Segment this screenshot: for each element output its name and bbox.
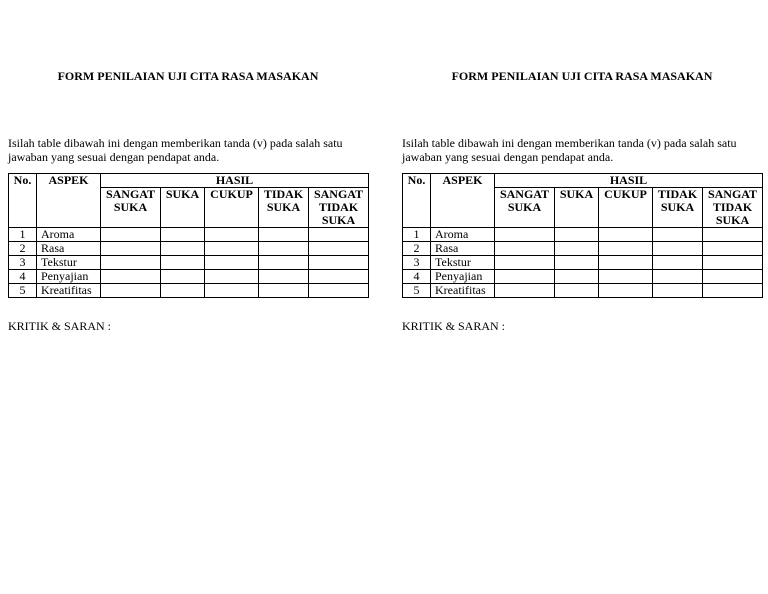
rating-cell-suka[interactable] <box>161 270 205 284</box>
col-sangat-tidak-suka-header: SANGAT TIDAK SUKA <box>703 188 763 228</box>
row-number: 3 <box>9 256 37 270</box>
row-aspek: Rasa <box>37 242 101 256</box>
col-aspek-header: ASPEK <box>431 174 495 228</box>
col-cukup-header: CUKUP <box>205 188 259 228</box>
rating-cell-sangat-tidak-suka[interactable] <box>703 270 763 284</box>
table-row <box>9 270 369 284</box>
rating-cell-cukup[interactable] <box>599 270 653 284</box>
row-aspek: Tekstur <box>431 256 495 270</box>
rating-cell-tidak-suka[interactable] <box>259 270 309 284</box>
row-aspek: Kreatifitas <box>37 284 101 298</box>
table-row <box>403 256 763 270</box>
row-number: 4 <box>9 270 37 284</box>
col-aspek-header: ASPEK <box>37 174 101 228</box>
rating-cell-tidak-suka[interactable] <box>259 256 309 270</box>
rating-cell-cukup[interactable] <box>599 242 653 256</box>
rating-cell-cukup[interactable] <box>205 228 259 242</box>
rating-cell-suka[interactable] <box>555 256 599 270</box>
rating-cell-cukup[interactable] <box>205 270 259 284</box>
col-no-header: No. <box>9 174 37 228</box>
rating-cell-sangat-suka[interactable] <box>495 270 555 284</box>
rating-cell-sangat-tidak-suka[interactable] <box>309 270 369 284</box>
table-row <box>9 228 369 242</box>
rating-cell-tidak-suka[interactable] <box>259 228 309 242</box>
col-sangat-suka-header: SANGAT SUKA <box>101 188 161 228</box>
rating-cell-cukup[interactable] <box>205 242 259 256</box>
col-tidak-suka-header: TIDAK SUKA <box>653 188 703 228</box>
row-number: 3 <box>403 256 431 270</box>
col-suka-header: SUKA <box>555 188 599 228</box>
rating-cell-tidak-suka[interactable] <box>653 284 703 298</box>
row-number: 2 <box>403 242 431 256</box>
form-instruction: Isilah table dibawah ini dengan memberikan tanda (v) pada salah satu jawaban yang sesuai dengan pendapat anda. <box>402 136 737 164</box>
row-aspek: Penyajian <box>37 270 101 284</box>
row-aspek: Aroma <box>37 228 101 242</box>
rating-cell-sangat-tidak-suka[interactable] <box>309 228 369 242</box>
col-sangat-suka-header: SANGAT SUKA <box>495 188 555 228</box>
rating-cell-sangat-tidak-suka[interactable] <box>309 242 369 256</box>
rating-cell-sangat-suka[interactable] <box>495 284 555 298</box>
rating-cell-suka[interactable] <box>161 242 205 256</box>
rating-cell-sangat-suka[interactable] <box>495 242 555 256</box>
rating-cell-sangat-suka[interactable] <box>101 242 161 256</box>
rating-cell-sangat-suka[interactable] <box>101 256 161 270</box>
table-row <box>403 284 763 298</box>
rating-cell-cukup[interactable] <box>599 256 653 270</box>
rating-cell-sangat-suka[interactable] <box>101 284 161 298</box>
rating-cell-sangat-suka[interactable] <box>101 228 161 242</box>
col-tidak-suka-header: TIDAK SUKA <box>259 188 309 228</box>
assessment-table <box>8 173 369 298</box>
rating-cell-suka[interactable] <box>555 284 599 298</box>
header-row <box>9 174 369 188</box>
col-hasil-header: HASIL <box>101 174 369 188</box>
col-sangat-tidak-suka-header: SANGAT TIDAK SUKA <box>309 188 369 228</box>
row-number: 4 <box>403 270 431 284</box>
header-row <box>403 174 763 188</box>
rating-cell-tidak-suka[interactable] <box>653 270 703 284</box>
row-aspek: Rasa <box>431 242 495 256</box>
rating-cell-suka[interactable] <box>555 242 599 256</box>
rating-cell-sangat-tidak-suka[interactable] <box>309 284 369 298</box>
rating-cell-suka[interactable] <box>555 228 599 242</box>
rating-cell-cukup[interactable] <box>599 228 653 242</box>
rating-cell-tidak-suka[interactable] <box>653 256 703 270</box>
assessment-table <box>402 173 763 298</box>
col-hasil-header: HASIL <box>495 174 763 188</box>
rating-cell-sangat-tidak-suka[interactable] <box>703 242 763 256</box>
table-row <box>9 242 369 256</box>
rating-cell-tidak-suka[interactable] <box>653 242 703 256</box>
kritik-saran-label: KRITIK & SARAN : <box>8 319 112 333</box>
rating-cell-sangat-suka[interactable] <box>495 228 555 242</box>
table-row <box>403 270 763 284</box>
rating-cell-tidak-suka[interactable] <box>259 284 309 298</box>
rating-cell-sangat-tidak-suka[interactable] <box>703 284 763 298</box>
table-row <box>403 228 763 242</box>
form-title: FORM PENILAIAN UJI CITA RASA MASAKAN <box>57 69 319 83</box>
rating-cell-cukup[interactable] <box>599 284 653 298</box>
rating-cell-tidak-suka[interactable] <box>653 228 703 242</box>
rating-cell-sangat-suka[interactable] <box>495 256 555 270</box>
rating-cell-sangat-suka[interactable] <box>101 270 161 284</box>
row-number: 5 <box>403 284 431 298</box>
row-aspek: Kreatifitas <box>431 284 495 298</box>
row-aspek: Tekstur <box>37 256 101 270</box>
col-cukup-header: CUKUP <box>599 188 653 228</box>
table-row <box>9 284 369 298</box>
row-number: 1 <box>9 228 37 242</box>
col-suka-header: SUKA <box>161 188 205 228</box>
rating-cell-tidak-suka[interactable] <box>259 242 309 256</box>
row-number: 1 <box>403 228 431 242</box>
rating-cell-suka[interactable] <box>161 284 205 298</box>
row-number: 5 <box>9 284 37 298</box>
row-number: 2 <box>9 242 37 256</box>
rating-cell-suka[interactable] <box>555 270 599 284</box>
table-row <box>403 242 763 256</box>
rating-cell-suka[interactable] <box>161 256 205 270</box>
rating-cell-sangat-tidak-suka[interactable] <box>703 256 763 270</box>
col-no-header: No. <box>403 174 431 228</box>
rating-cell-sangat-tidak-suka[interactable] <box>703 228 763 242</box>
form-instruction: Isilah table dibawah ini dengan memberikan tanda (v) pada salah satu jawaban yang sesuai dengan pendapat anda. <box>8 136 343 164</box>
kritik-saran-label: KRITIK & SARAN : <box>402 319 506 333</box>
table-row <box>9 256 369 270</box>
rating-cell-suka[interactable] <box>161 228 205 242</box>
row-aspek: Penyajian <box>431 270 495 284</box>
rating-cell-sangat-tidak-suka[interactable] <box>309 256 369 270</box>
rating-cell-cukup[interactable] <box>205 256 259 270</box>
row-aspek: Aroma <box>431 228 495 242</box>
form-title: FORM PENILAIAN UJI CITA RASA MASAKAN <box>451 69 713 83</box>
rating-cell-cukup[interactable] <box>205 284 259 298</box>
